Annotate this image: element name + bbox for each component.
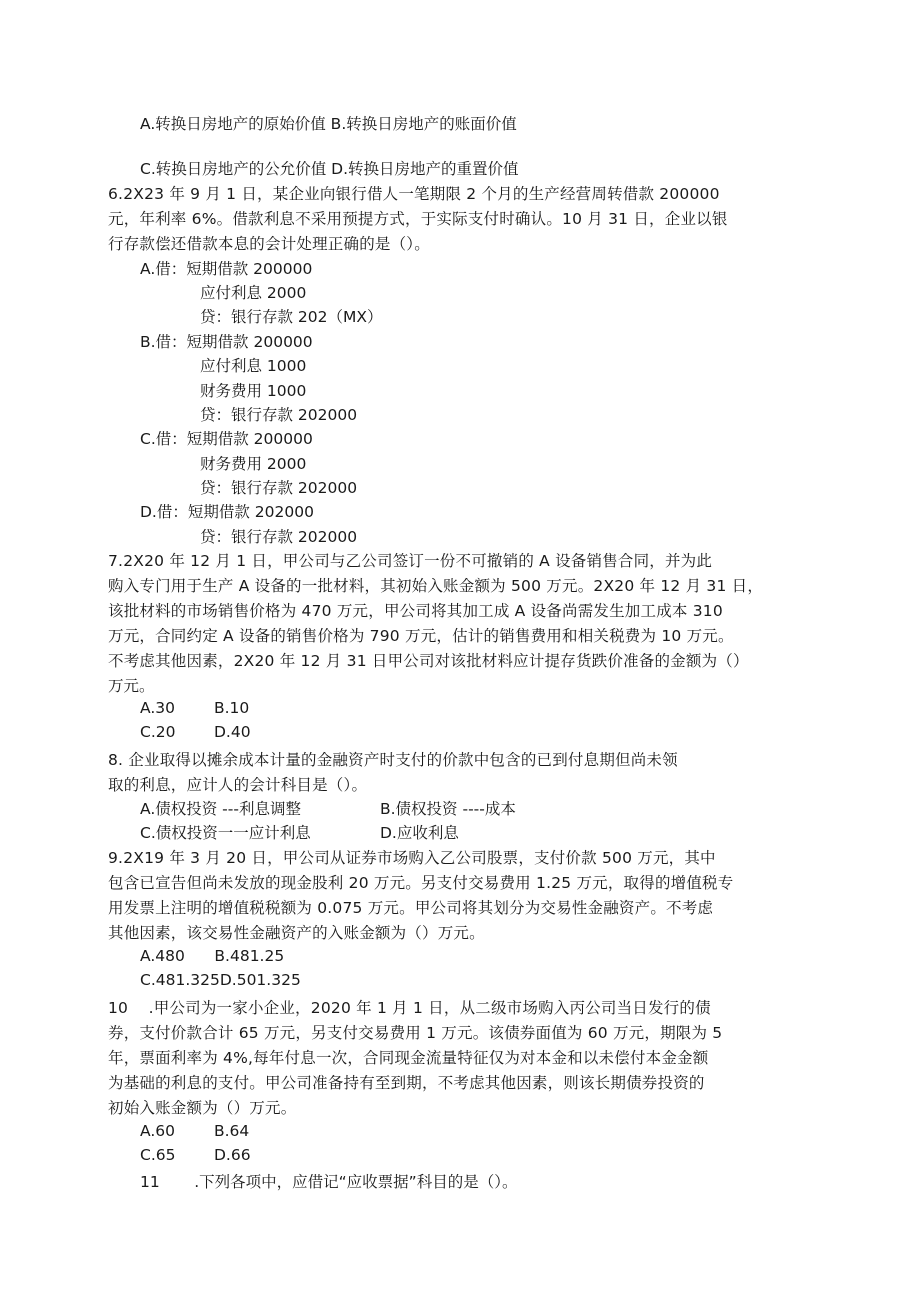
q6-option-d-line: 贷：银行存款 202000 [200, 528, 358, 546]
q10-options-cd [140, 1143, 850, 1167]
q7-stem-line-3: 该批材料的市场销售价格为 470 万元，甲公司将其加工成 A 设备尚需发生加工成本 310 [108, 602, 723, 620]
q8-options-cd [140, 821, 850, 845]
q6-option-b-line: 应付利息 1000 [200, 357, 307, 375]
q9-stem-line-3: 用发票上注明的增值税税额为 0.075 万元。甲公司将其划分为交易性金融资产。不考虑 [108, 899, 714, 917]
q10-stem-line-1: 10 .甲公司为一家小企业，2020 年 1 月 1 日，从二级市场购入丙公司当日发行的债 [108, 999, 711, 1017]
q9-stem-line-1: 9.2X19 年 3 月 20 日，甲公司从证券市场购入乙公司股票，支付价款 500 万元，其中 [108, 849, 716, 867]
q11-stem: 11 .下列各项中，应借记“应收票据”科目的是（）。 [140, 1173, 518, 1191]
q10-option-a: A.60 [140, 1122, 175, 1140]
q10-stem-line-2: 券，支付价款合计 65 万元，另支付交易费用 1 万元。该债券面值为 60 万元，期限为 5 [108, 1024, 723, 1042]
q6-option-b-line: 贷：银行存款 202000 [200, 406, 358, 424]
q5-option-cd: C.转换日房地产的公允价值 D.转换日房地产的重置价值 [140, 160, 519, 178]
q6-option-a-head: A.借：短期借款 200000 [140, 260, 313, 278]
q5-option-ab: A.转换日房地产的原始价值 B.转换日房地产的账面价值 [140, 115, 517, 133]
q6-option-d-head: D.借：短期借款 202000 [140, 503, 314, 521]
q7-stem-line-4: 万元，合同约定 A 设备的销售价格为 790 万元，估计的销售费用和相关税费为 10 万元。 [108, 627, 734, 645]
q10-option-b: B.64 [214, 1122, 250, 1140]
q7-options-cd [140, 720, 850, 744]
q10-options-ab [140, 1119, 850, 1143]
q10-stem-line-5: 初始入账金额为（）万元。 [108, 1099, 297, 1117]
q10-option-d: D.66 [214, 1146, 251, 1164]
q6-stem-line-2: 元，年利率 6%。借款利息不采用预提方式，于实际支付时确认。10 月 31 日，企业以银 [108, 210, 728, 228]
q6-option-c-head: C.借：短期借款 200000 [140, 430, 313, 448]
q6-option-c-line: 财务费用 2000 [200, 455, 307, 473]
q7-stem-line-1: 7.2X20 年 12 月 1 日，甲公司与乙公司签订一份不可撤销的 A 设备销售合同，并为此 [108, 552, 713, 570]
q7-stem-line-5: 不考虑其他因素，2X20 年 12 月 31 日甲公司对该批材料应计提存货跌价准备的金额为（） [108, 652, 749, 670]
q7-option-b: B.10 [214, 699, 250, 717]
q7-option-a: A.30 [140, 699, 175, 717]
q10-stem-line-3: 年，票面利率为 4%,每年付息一次，合同现金流量特征仅为对本金和以未偿付本金金额 [108, 1049, 709, 1067]
q9-stem-line-2: 包含已宣告但尚未发放的现金股利 20 万元。另支付交易费用 1.25 万元，取得的增值税专 [108, 874, 734, 892]
q8-option-b: B.债权投资 ----成本 [380, 800, 516, 818]
q10-stem-line-4: 为基础的利息的支付。甲公司准备持有至到期，不考虑其他因素，则该长期债券投资的 [108, 1074, 705, 1092]
q7-options-ab [140, 696, 850, 720]
q6-option-b-head: B.借：短期借款 200000 [140, 333, 313, 351]
q8-stem-line-2: 取的利息，应计人的会计科目是（）。 [108, 776, 368, 794]
q6-stem-line-3: 行存款偿还借款本息的会计处理正确的是（）。 [108, 235, 430, 253]
q6-option-c-line: 贷：银行存款 202000 [200, 479, 358, 497]
q7-option-d: D.40 [214, 723, 251, 741]
q7-stem-line-2: 购入专门用于生产 A 设备的一批材料，其初始入账金额为 500 万元。2X20 年 12 月 31 日， [108, 577, 764, 595]
q6-stem-line-1: 6.2X23 年 9 月 1 日，某企业向银行借人一笔期限 2 个月的生产经营周转借款 200000 [108, 185, 720, 203]
q8-option-a: A.债权投资 ---利息调整 [140, 800, 301, 818]
q8-option-d: D.应收利息 [380, 824, 459, 842]
q8-options-ab [140, 797, 850, 821]
q9-options-ab: A.480 B.481.25 [140, 947, 285, 965]
q9-stem-line-4: 其他因素，该交易性金融资产的入账金额为（）万元。 [108, 924, 485, 942]
q9-options-cd: C.481.325D.501.325 [140, 971, 301, 989]
q10-option-c: C.65 [140, 1146, 176, 1164]
q7-stem-line-6: 万元。 [108, 677, 155, 695]
q6-option-b-line: 财务费用 1000 [200, 382, 307, 400]
q6-option-a-line: 应付利息 2000 [200, 284, 307, 302]
q7-option-c: C.20 [140, 723, 176, 741]
q8-stem-line-1: 8. 企业取得以摊余成本计量的金融资产时支付的价款中包含的已到付息期但尚未领 [108, 751, 678, 769]
q8-option-c: C.债权投资一一应计利息 [140, 824, 311, 842]
q6-option-a-line: 贷：银行存款 202（MX） [200, 308, 383, 326]
